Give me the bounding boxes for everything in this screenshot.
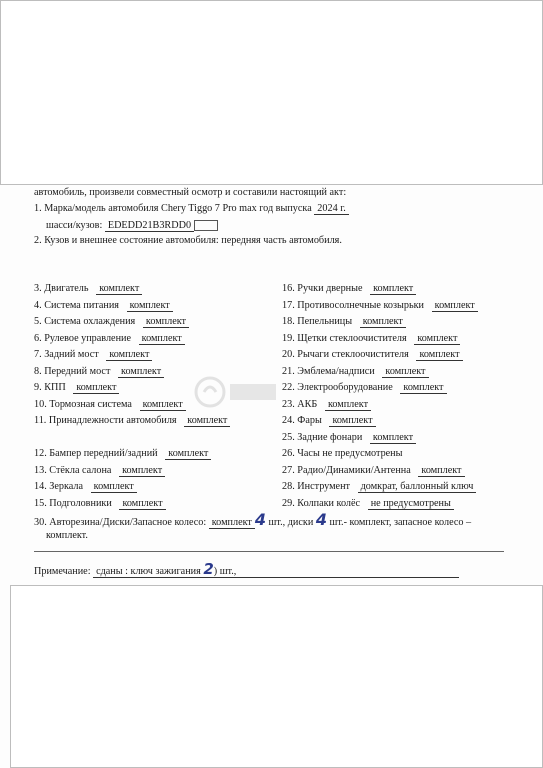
checklist-row [282, 432, 416, 444]
note-text-value: сданы : ключ зажигания [96, 566, 201, 577]
checklist-label: 9. КПП [34, 382, 66, 393]
separator-line [34, 551, 504, 552]
checklist-row [34, 498, 166, 510]
checklist-value: комплект [370, 432, 416, 444]
watermark-logo-icon [190, 370, 280, 414]
chassis-label: шасси/кузов: [46, 220, 103, 231]
checklist-value: комплект [106, 349, 152, 361]
redacted-header-block [0, 0, 543, 185]
handwritten-count-tyres: 4 [254, 510, 266, 529]
checklist-label: 11. Принадлежности автомобиля [34, 415, 177, 426]
item-30-label: 30. Авторезина/Диски/Запасное колесо: [34, 517, 207, 528]
checklist-value: комплект [325, 399, 371, 411]
item-30-tyres [34, 510, 472, 529]
checklist-row [34, 300, 173, 312]
checklist-value: комплект [432, 300, 478, 312]
checklist-label: 3. Двигатель [34, 283, 89, 294]
note-label: Примечание: [34, 566, 91, 577]
checklist-label: 14. Зеркала [34, 481, 84, 492]
checklist-row [282, 349, 463, 361]
note-line [34, 560, 459, 578]
checklist-row [282, 366, 429, 378]
checklist-row [34, 481, 137, 493]
checklist-row [34, 448, 211, 460]
checklist-row [282, 333, 460, 345]
checklist-row [282, 300, 478, 312]
checklist-value: комплект [143, 316, 189, 328]
checklist-value: комплект [382, 366, 428, 378]
checklist-value: комплект [73, 382, 119, 394]
item-30-text-1: шт., диски [268, 517, 314, 528]
checklist-label: 15. Подголовники [34, 497, 112, 509]
checklist-row [34, 366, 164, 378]
note-text [93, 560, 459, 578]
checklist-row [34, 349, 152, 361]
item-2-body-state: 2. Кузов и внешнее состояние автомобиля: передняя часть автомобиля. [34, 235, 342, 246]
checklist-value: комплект [370, 283, 416, 295]
checklist-label: 7. Задний мост [34, 349, 99, 360]
checklist-label: 10. Тормозная система [34, 398, 132, 410]
checklist-label: 28. Инструмент [282, 481, 350, 492]
checklist-label: 23. АКБ [282, 398, 318, 410]
checklist-value: комплект [329, 415, 375, 427]
chassis-redacted-box [194, 220, 218, 231]
checklist-label: 19. Щетки стеклоочистителя [282, 332, 407, 344]
checklist-row [282, 415, 376, 427]
checklist-row [34, 415, 230, 427]
checklist-row [282, 498, 454, 510]
checklist-label: 17. Противосолнечные козырьки [282, 299, 424, 311]
item-30-continuation: комплект. [46, 530, 88, 541]
item-30-value: комплект [209, 517, 255, 529]
checklist-label: 8. Передний мост [34, 365, 111, 377]
checklist-value: комплект [127, 300, 173, 312]
checklist-value: комплект [118, 366, 164, 378]
checklist-label: 13. Стёкла салона [34, 464, 112, 476]
redacted-footer-block [10, 585, 543, 768]
checklist-row [34, 283, 142, 295]
handwritten-count-discs: 4 [315, 510, 327, 529]
intro-line: автомобиль, произвели совместный осмотр и составили настоящий акт: [34, 187, 347, 198]
checklist-label: 18. Пепельницы [282, 316, 353, 327]
item-1-label: 1. Марка/модель автомобиля Chery Tiggo 7 Pro max год выпуска [34, 203, 312, 214]
checklist-row [282, 448, 416, 460]
checklist-row [282, 382, 447, 394]
checklist-value [410, 448, 416, 459]
checklist-value: комплект [418, 465, 464, 477]
checklist-row [282, 283, 416, 295]
checklist-value: комплект [91, 481, 137, 493]
checklist-label: 6. Рулевое управление [34, 332, 131, 344]
checklist-label: 16. Ручки дверные [282, 283, 363, 294]
checklist-label: 24. Фары [282, 415, 322, 426]
checklist-value: комплект [119, 498, 165, 510]
item-30-text-2: шт.- комплект, запасное колесо – [329, 517, 472, 528]
checklist-value: комплект [414, 333, 460, 345]
checklist-label: 29. Колпаки колёс [282, 497, 361, 509]
checklist-label: 20. Рычаги стеклоочистителя [282, 349, 409, 360]
checklist-value: комплект [139, 333, 185, 345]
checklist-row [34, 333, 185, 345]
checklist-value: комплект [184, 415, 230, 427]
checklist-label: 21. Эмблема/надписи [282, 365, 375, 377]
checklist-value: комплект [165, 448, 211, 460]
checklist-value: комплект [416, 349, 462, 361]
note-tail: ) шт., [213, 566, 237, 577]
item-1-chassis [46, 220, 218, 232]
checklist-label: 12. Бампер передний/задний [34, 448, 158, 459]
checklist-value: комплект [140, 399, 186, 411]
checklist-label: 25. Задние фонари [282, 431, 363, 443]
checklist-row [34, 465, 165, 477]
checklist-row [34, 399, 186, 411]
checklist-row [282, 465, 465, 477]
checklist-label: 27. Радио/Динамики/Антенна [282, 464, 411, 476]
checklist-row [34, 316, 189, 328]
checklist-value: не предусмотрены [368, 498, 454, 510]
chassis-value: EDEDD21B3RDD0 [105, 220, 194, 232]
checklist-label: 5. Система охлаждения [34, 316, 136, 327]
checklist-row [34, 382, 119, 394]
checklist-value: комплект [96, 283, 142, 295]
checklist-value: комплект [400, 382, 446, 394]
checklist-value: комплект [119, 465, 165, 477]
checklist-label: 4. Система питания [34, 299, 119, 311]
checklist-label: 26. Часы не предусмотрены [282, 448, 403, 459]
checklist-label: 22. Электрооборудование [282, 382, 393, 393]
item-1-make-model [34, 203, 349, 215]
checklist-row [282, 481, 476, 493]
item-1-year: 2024 г. [314, 203, 349, 215]
checklist-value: домкрат, баллонный ключ [358, 481, 477, 493]
checklist-value: комплект [360, 316, 406, 328]
checklist-row [282, 316, 406, 328]
checklist-row [282, 399, 371, 411]
handwritten-key-count: 2 [203, 560, 214, 578]
